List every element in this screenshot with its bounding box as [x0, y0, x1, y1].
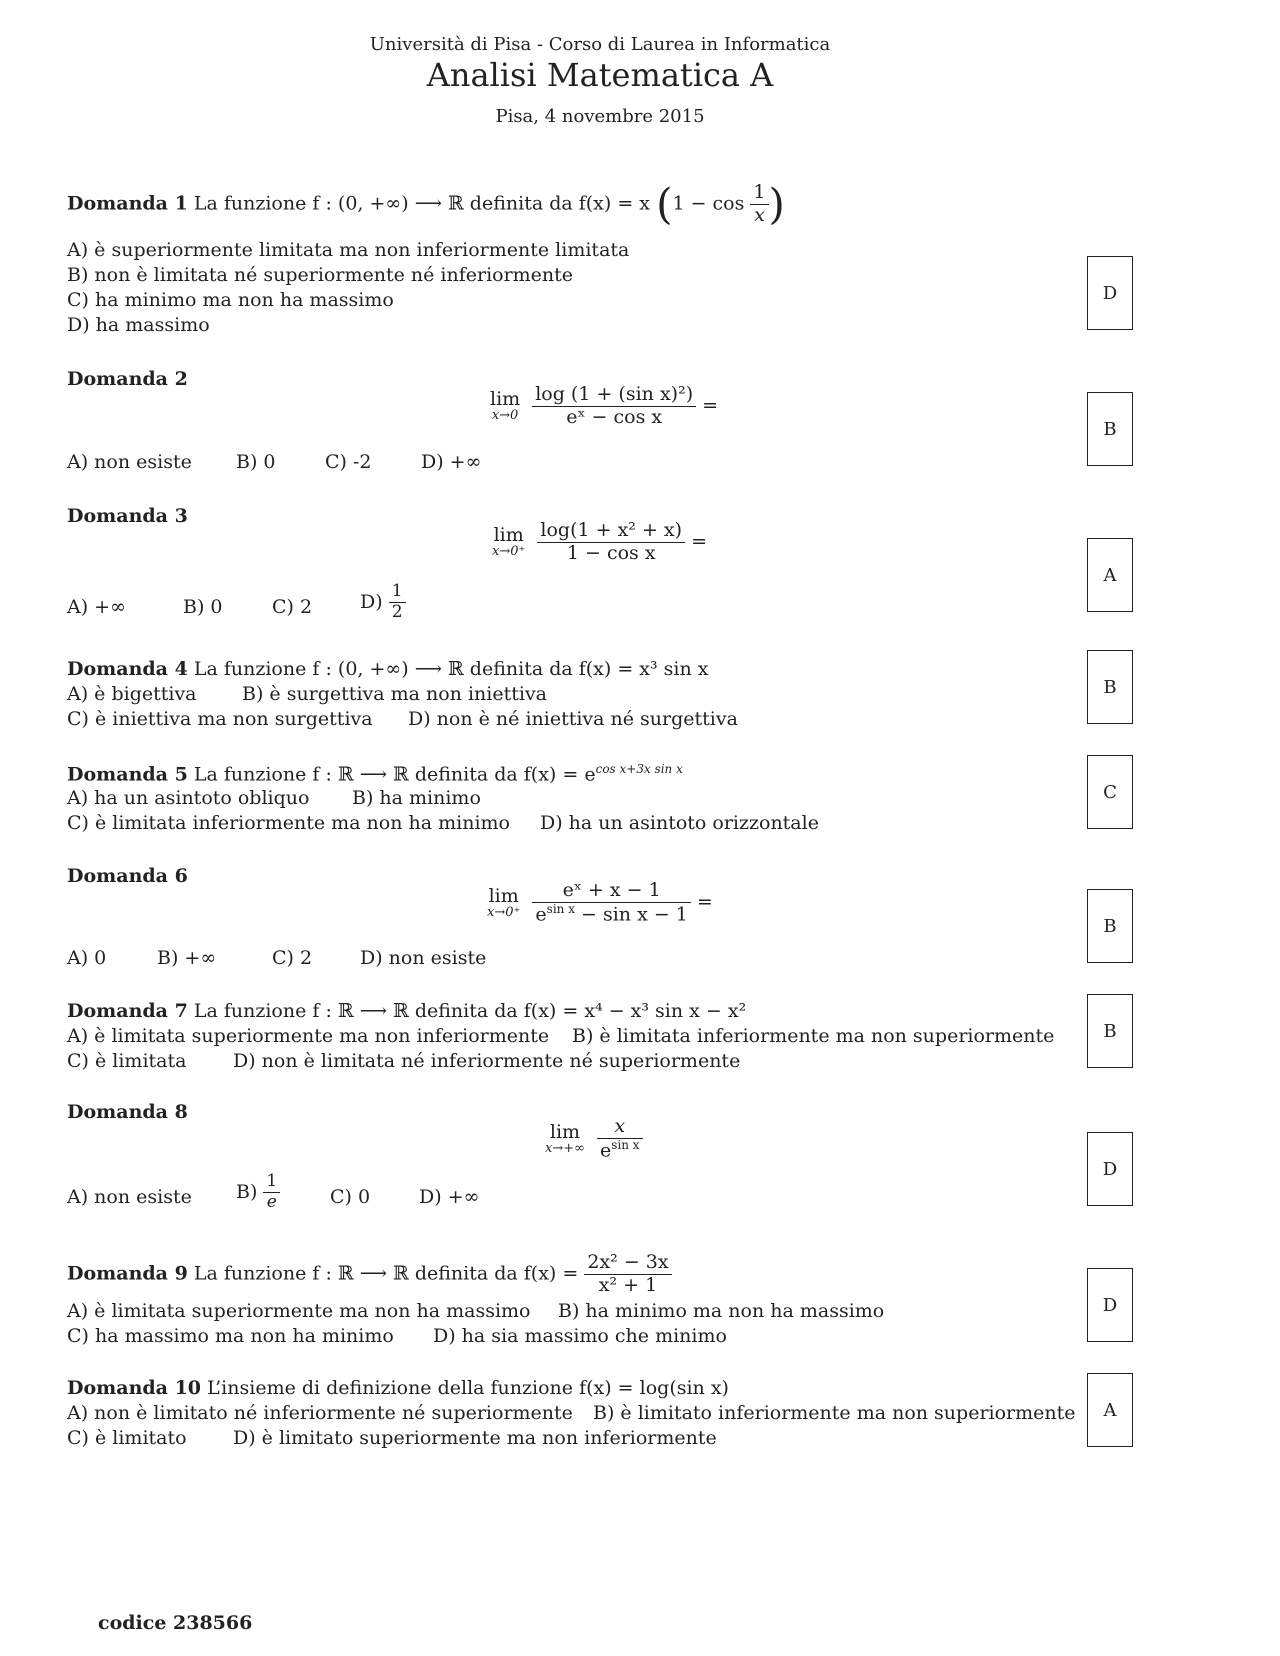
question-1-stem	[67, 179, 785, 229]
question-3-option-a: A) +∞	[67, 596, 126, 618]
question-9-answer-box: D	[1087, 1268, 1133, 1342]
question-1-option-a: A) è superiormente limitata ma non inferiormente limitata	[67, 239, 630, 261]
question-4-option-a: A) è bigettiva	[67, 683, 197, 705]
question-1-option-b: B) non è limitata né superiormente né inferiormente	[67, 264, 574, 286]
question-1-answer-box: D	[1087, 256, 1133, 330]
exam-code: codice 238566	[98, 1612, 253, 1634]
question-6-answer-box: B	[1087, 889, 1133, 963]
question-5-answer-box: C	[1087, 755, 1133, 829]
question-5-option-d: D) ha un asintoto orizzontale	[540, 812, 819, 834]
question-8-label: Domanda 8	[67, 1101, 188, 1123]
question-3-option-c: C) 2	[272, 596, 313, 618]
university-line: Università di Pisa - Corso di Laurea in Informatica	[369, 34, 831, 55]
question-10-option-c: C) è limitato	[67, 1427, 187, 1449]
question-10-option-d: D) è limitato superiormente ma non inferiormente	[233, 1427, 717, 1449]
question-text: La funzione f : (0, +∞) ⟶ ℝ definita da f(x) = x	[193, 192, 651, 215]
question-3-option-d: D) $\frac{1}{2}$	[360, 582, 406, 622]
question-7-option-d: D) non è limitata né inferiormente né superiormente	[233, 1050, 741, 1072]
question-6-option-a: A) 0	[67, 947, 107, 969]
question-10-option-b: B) è limitato inferiormente ma non superiormente	[593, 1402, 1076, 1424]
question-2-option-b: B) 0	[236, 451, 276, 473]
question-4-option-b: B) è surgettiva ma non iniettiva	[242, 683, 548, 705]
question-8-option-c: C) 0	[330, 1186, 371, 1208]
question-10-stem: Domanda 10 L’insieme di definizione della funzione f(x) = log(sin x)	[67, 1377, 729, 1399]
question-7-answer-box: B	[1087, 994, 1133, 1068]
formula-tail: 1 − cos	[672, 192, 745, 215]
question-8-limit: lim x→+∞ $\frac{x}{e^{sin x}}$	[545, 1116, 643, 1162]
question-8-option-a: A) non esiste	[67, 1186, 192, 1208]
question-6-option-b: B) +∞	[157, 947, 217, 969]
question-6-option-d: D) non esiste	[360, 947, 487, 969]
question-7-option-b: B) è limitata inferiormente ma non superiormente	[572, 1025, 1055, 1047]
question-7-option-a: A) è limitata superiormente ma non inferiormente	[67, 1025, 550, 1047]
question-2-option-a: A) non esiste	[67, 451, 192, 473]
question-8-answer-box: D	[1087, 1132, 1133, 1206]
question-2-limit: lim x→0 $\frac{\text{log (1 + (sin x)²)}}{\text{eˣ − cos x}}$ =	[490, 383, 719, 428]
close-paren: )	[768, 179, 785, 229]
question-2-option-d: D) +∞	[421, 451, 482, 473]
question-5-stem: Domanda 5 La funzione f : ℝ ⟶ ℝ definita da $f(x) = e^{cos x+3x sin x}$	[67, 762, 683, 786]
open-paren: (	[656, 179, 673, 229]
question-3-option-b: B) 0	[183, 596, 223, 618]
question-4-answer-box: B	[1087, 650, 1133, 724]
question-10-option-a: A) non è limitato né inferiormente né superiormente	[67, 1402, 573, 1424]
question-1-option-d: D) ha massimo	[67, 314, 210, 336]
question-7-stem: Domanda 7 La funzione f : ℝ ⟶ ℝ definita da f(x) = x⁴ − x³ sin x − x²	[67, 1000, 747, 1022]
question-9-stem: Domanda 9 La funzione f : ℝ ⟶ ℝ definita da f(x) = $\frac{\text{2x² − 3x}}{\text{x² + 1}}$	[67, 1252, 672, 1297]
question-1-option-c: C) ha minimo ma non ha massimo	[67, 289, 394, 311]
question-10-answer-box: A	[1087, 1373, 1133, 1447]
question-3-label: Domanda 3	[67, 505, 188, 527]
question-9-option-a: A) è limitata superiormente ma non ha massimo	[67, 1300, 531, 1322]
question-2-option-c: C) -2	[325, 451, 372, 473]
question-7-option-c: C) è limitata	[67, 1050, 187, 1072]
question-5-option-c: C) è limitata inferiormente ma non ha minimo	[67, 812, 510, 834]
question-6-limit: lim x→0⁺ $\frac{\text{eˣ + x − 1}}{e^{sin x} - \sin x - 1}$ =	[487, 879, 713, 926]
question-6-option-c: C) 2	[272, 947, 313, 969]
document-title: Analisi Matematica A	[426, 56, 774, 94]
question-9-option-d: D) ha sia massimo che minimo	[433, 1325, 727, 1347]
question-4-option-c: C) è iniettiva ma non surgettiva	[67, 708, 373, 730]
exam-date: Pisa, 4 novembre 2015	[495, 106, 705, 127]
question-label: Domanda 1	[67, 192, 188, 215]
question-4-option-d: D) non è né iniettiva né surgettiva	[408, 708, 738, 730]
question-8-option-b: B) $\frac{1}{e}$	[236, 1172, 280, 1212]
question-5-option-a: A) ha un asintoto obliquo	[67, 787, 310, 809]
fraction: $\frac{1}{x}$	[750, 182, 768, 227]
question-3-limit: lim x→0⁺ $\frac{\text{log(1 + x² + x)}}{\text{1 − cos x}}$ =	[492, 519, 708, 564]
question-6-label: Domanda 6	[67, 865, 188, 887]
question-8-option-d: D) +∞	[419, 1186, 480, 1208]
question-5-option-b: B) ha minimo	[352, 787, 481, 809]
question-2-label: Domanda 2	[67, 368, 188, 390]
question-4-stem: Domanda 4 La funzione f : (0, +∞) ⟶ ℝ definita da f(x) = x³ sin x	[67, 658, 709, 680]
question-2-answer-box: B	[1087, 392, 1133, 466]
question-3-answer-box: A	[1087, 538, 1133, 612]
question-9-option-c: C) ha massimo ma non ha minimo	[67, 1325, 394, 1347]
question-9-option-b: B) ha minimo ma non ha massimo	[558, 1300, 885, 1322]
